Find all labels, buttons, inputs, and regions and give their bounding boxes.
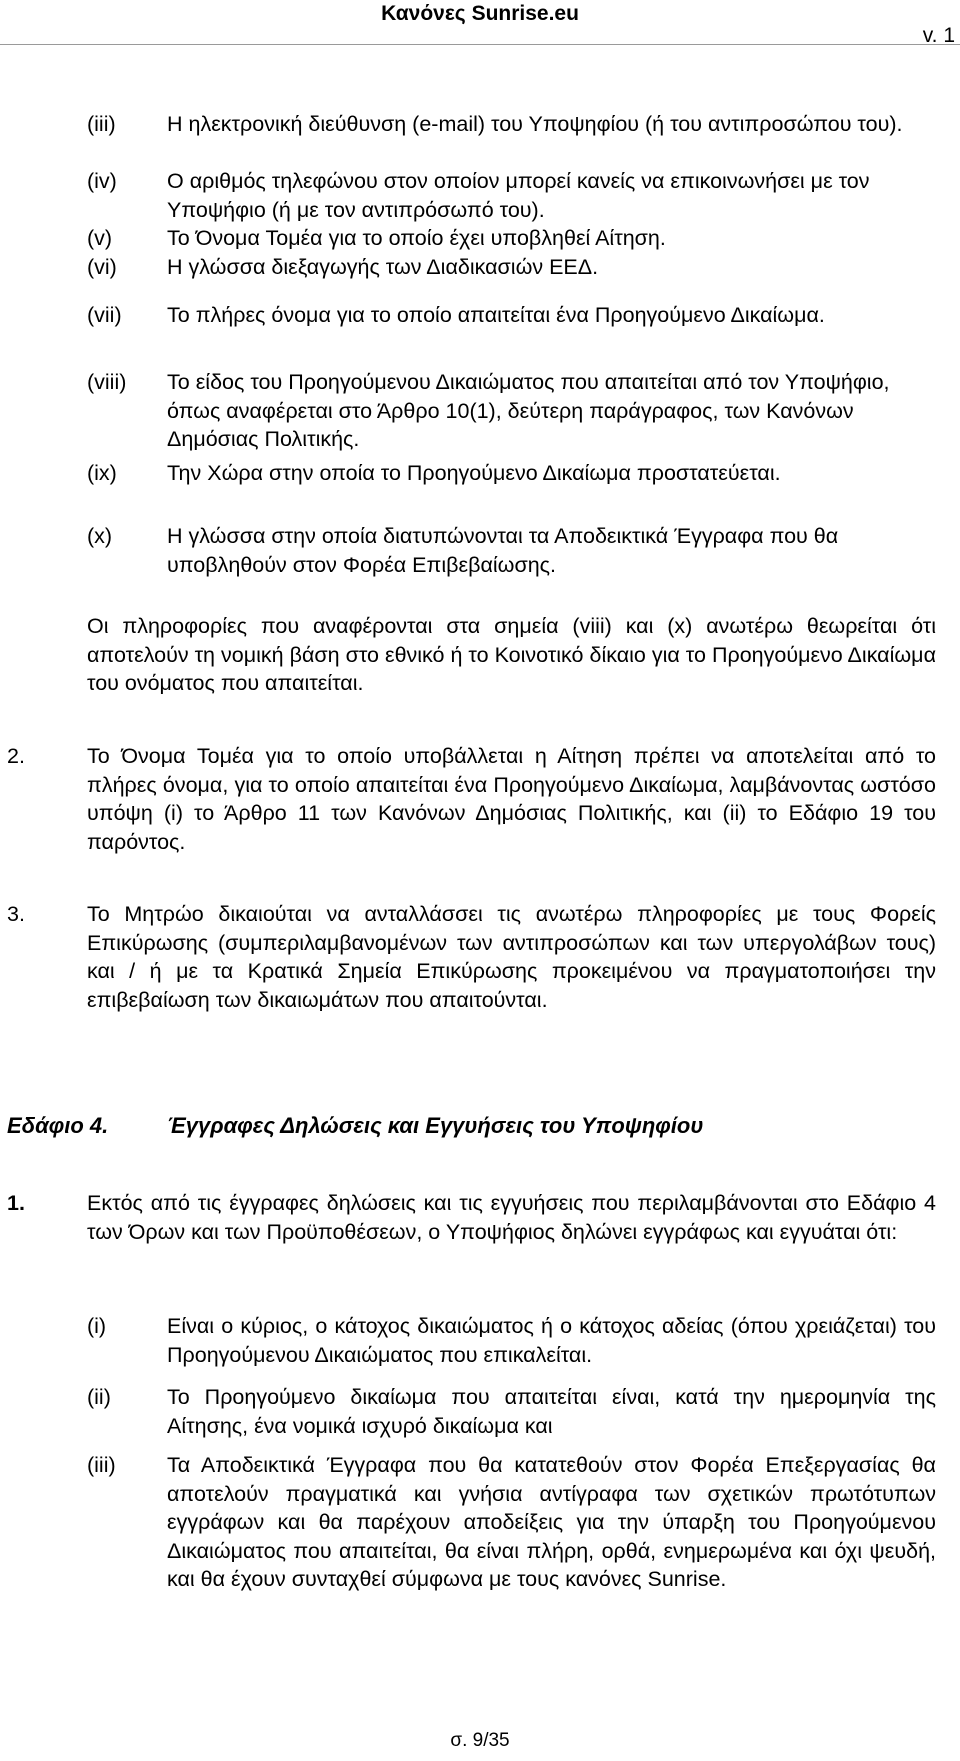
- list-item-text: Η γλώσσα διεξαγωγής των Διαδικασιών ΕΕΔ.: [167, 255, 599, 279]
- list-item-text: Τα Αποδεικτικά Έγγραφα που θα κατατεθούν στον Φορέα Επεξεργασίας θα αποτελούν πραγματικά και γνήσια αντίγραφα των σχετικών πρωτότυπων εγγράφων και θα παρέχουν αποδείξεις για την ύπαρξη του Προηγούμενου Δικαιώματος που απαιτείται, θα είναι πλήρη, ορθά, ενημερωμένα και όχι ψευδή, και θα έχουν συνταχθεί σύμφωνα με τους κανόνες Sunrise.: [167, 1453, 936, 1591]
- list-item-text: Το πλήρες όνομα για το οποίο απαιτείται ένα Προηγούμενο Δικαίωμα.: [167, 303, 825, 327]
- list-item-text: Ο αριθμός τηλεφώνου στον οποίον μπορεί κανείς να επικοινωνήσει με τον Υποψήφιο (ή με τον αντιπρόσωπό του).: [167, 169, 870, 222]
- list-item-number: (viii): [87, 370, 127, 394]
- list-item-number: (iv): [87, 169, 117, 193]
- section-number: Εδάφιο 4.: [7, 1113, 109, 1138]
- numbered-paragraph: [7, 742, 936, 856]
- list-item-text: Το Όνομα Τομέα για το οποίο έχει υποβληθεί Αίτηση.: [167, 226, 666, 250]
- list-item-text: Το είδος του Προηγούμενου Δικαιώματος που απαιτείται από τον Υποψήφιο, όπως αναφέρεται στο Άρθρο 10(1), δεύτερη παράγραφος, των Κανόνων Δημόσιας Πολιτικής.: [167, 370, 890, 451]
- info-paragraph: Οι πληροφορίες που αναφέρονται στα σημεία (viii) και (x) ανωτέρω θεωρείται ότι αποτελούν τη νομική βάση στο εθνικό ή το Κοινοτικό δίκαιο για το Προηγούμενο Δικαίωμα του ονόματος που απαιτείται.: [87, 614, 936, 695]
- paragraph-text: Εκτός από τις έγγραφες δηλώσεις και τις εγγυήσεις που περιλαμβάνονται στο Εδάφιο 4 των Όρων και των Προϋποθέσεων, ο Υποψήφιος δηλώνει εγγράφως και εγγυάται ότι:: [87, 1191, 936, 1244]
- paragraph-text: Το Μητρώο δικαιούται να ανταλλάσσει τις ανωτέρω πληροφορίες με τους Φορείς Επικύρωσης (συμπεριλαμβανομένων των αντιπροσώπων και των υπεργολάβων τους) και / ή με τα Κρατικά Σημεία Επικύρωσης προκειμένου να πραγματοποιήσει την επιβεβαίωση των δικαιωμάτων που απαιτούνται.: [87, 902, 936, 1012]
- list-item-number: (vii): [87, 303, 122, 327]
- paragraph-number: 3.: [7, 902, 25, 926]
- list-item-number: (iii): [87, 112, 116, 136]
- numbered-paragraph: [7, 900, 936, 1014]
- document-version: v. 1: [922, 24, 955, 47]
- paragraph-number: 2.: [7, 744, 25, 768]
- list-item-number: (iii): [87, 1453, 116, 1477]
- list-item-number: (v): [87, 226, 113, 250]
- list-item-text: Η ηλεκτρονική διεύθυνση (e-mail) του Υποψηφίου (ή του αντιπροσώπου του).: [167, 112, 903, 136]
- paragraph-number: 1.: [7, 1191, 25, 1215]
- list-item-text: Η γλώσσα στην οποία διατυπώνονται τα Αποδεικτικά Έγγραφα που θα υποβληθούν στον Φορέα Επιβεβαίωσης.: [167, 524, 839, 577]
- paragraph-text: Το Όνομα Τομέα για το οποίο υποβάλλεται η Αίτηση πρέπει να αποτελείται από το πλήρες όνομα, για το οποίο απαιτείται ένα Προηγούμενο Δικαίωμα, λαμβάνοντας ωστόσο υπόψη (i) το Άρθρο 11 των Κανόνων Δημόσιας Πολιτικής, και (ii) το Εδάφιο 19 του παρόντος.: [87, 744, 936, 854]
- list-item-text: Την Χώρα στην οποία το Προηγούμενο Δικαίωμα προστατεύεται.: [167, 461, 781, 485]
- list-item-number: (vi): [87, 255, 117, 279]
- numbered-paragraph: [7, 1189, 936, 1246]
- page-number: σ. 9/35: [450, 1730, 510, 1751]
- list-item-number: (ii): [87, 1385, 111, 1409]
- section-title: Έγγραφες Δηλώσεις και Εγγυήσεις του Υποψηφίου: [167, 1113, 704, 1138]
- document-title: Κανόνες Sunrise.eu: [381, 2, 579, 25]
- list-item-number: (x): [87, 524, 113, 548]
- header-divider: [0, 44, 960, 45]
- list-item-text: Το Προηγούμενο δικαίωμα που απαιτείται είναι, κατά την ημερομηνία της Αίτησης, ένα νομικά ισχυρό δικαίωμα και: [167, 1385, 936, 1438]
- list-item-number: (i): [87, 1314, 107, 1338]
- list-item-text: Είναι ο κύριος, ο κάτοχος δικαιώματος ή ο κάτοχος αδείας (όπου χρειάζεται) του Προηγούμενου Δικαιώματος που επικαλείται.: [167, 1314, 936, 1367]
- list-item-number: (ix): [87, 461, 117, 485]
